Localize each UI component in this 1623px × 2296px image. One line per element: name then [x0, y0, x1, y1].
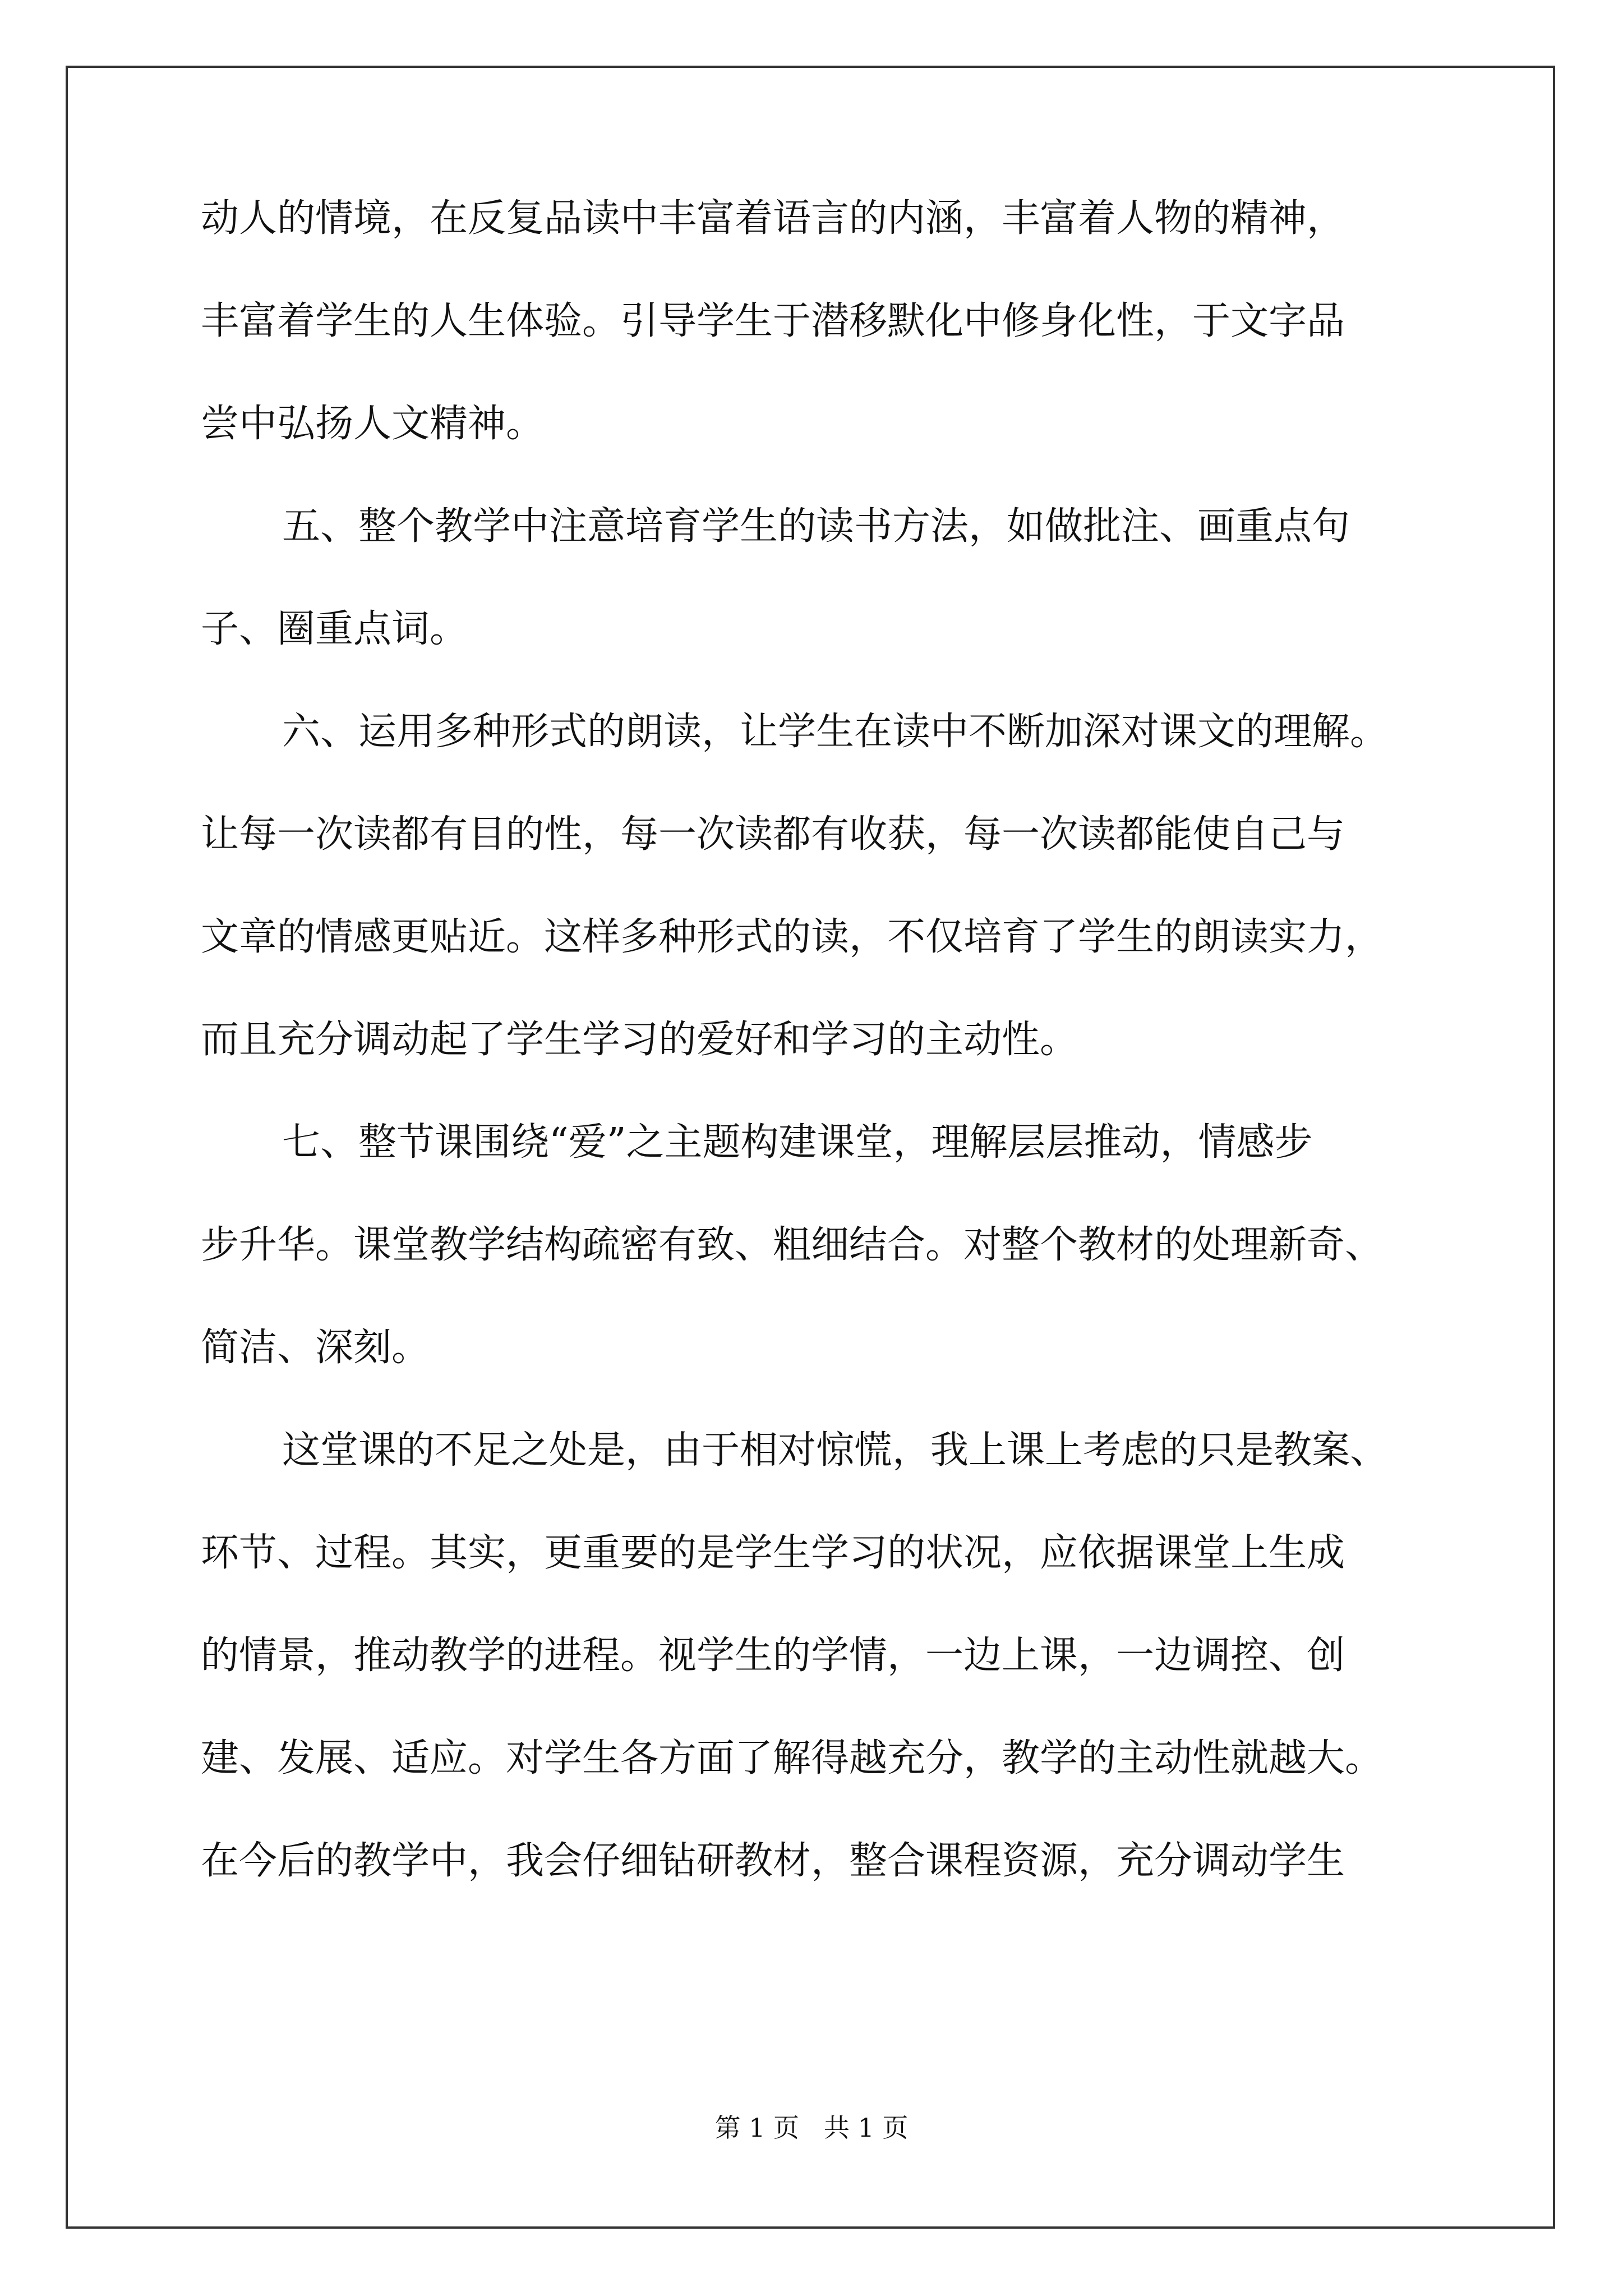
paragraph-start-line: 六、运用多种形式的朗读，让学生在读中不断加深对课文的理解。 — [282, 710, 1389, 754]
text-line: 在今后的教学中，我会仔细钻研教材，整合课程资源，充分调动学生 — [201, 1839, 1345, 1883]
text-line: 步升华。课堂教学结构疏密有致、粗细结合。对整个教材的处理新奇、 — [201, 1223, 1384, 1267]
text-line: 的情景，推动教学的进程。视学生的学情，一边上课，一边调控、创 — [201, 1634, 1345, 1678]
paragraph-start-line: 这堂课的不足之处是，由于相对惊慌，我上课上考虑的只是教案、 — [282, 1428, 1389, 1473]
text-line: 丰富着学生的人生体验。引导学生于潜移默化中修身化性，于文字品 — [201, 299, 1345, 343]
text-line: 尝中弘扬人文精神。 — [201, 402, 545, 446]
text-line: 环节、过程。其实，更重要的是学生学习的状况，应依据课堂上生成 — [201, 1531, 1345, 1575]
page-number-footer: 第 1 页 共 1 页 — [714, 2113, 909, 2143]
text-line: 而且充分调动起了学生学习的爱好和学习的主动性。 — [201, 1018, 1078, 1062]
text-line: 动人的情境，在反复品读中丰富着语言的内涵，丰富着人物的精神， — [201, 196, 1345, 241]
text-line: 简洁、深刻。 — [201, 1326, 430, 1370]
paragraph-start-line: 七、整节课围绕“爱”之主题构建课堂，理解层层推动，情感步 — [282, 1120, 1313, 1165]
document-body — [201, 196, 1435, 1941]
text-line: 让每一次读都有目的性，每一次读都有收获，每一次读都能使自己与 — [201, 812, 1345, 857]
paragraph-start-line: 五、整个教学中注意培育学生的读书方法，如做批注、画重点句 — [282, 504, 1350, 549]
text-line: 建、发展、适应。对学生各方面了解得越充分，教学的主动性就越大。 — [201, 1736, 1384, 1780]
text-line: 子、圈重点词。 — [201, 607, 468, 651]
text-line: 文章的情感更贴近。这样多种形式的读，不仅培育了学生的朗读实力， — [201, 915, 1384, 959]
